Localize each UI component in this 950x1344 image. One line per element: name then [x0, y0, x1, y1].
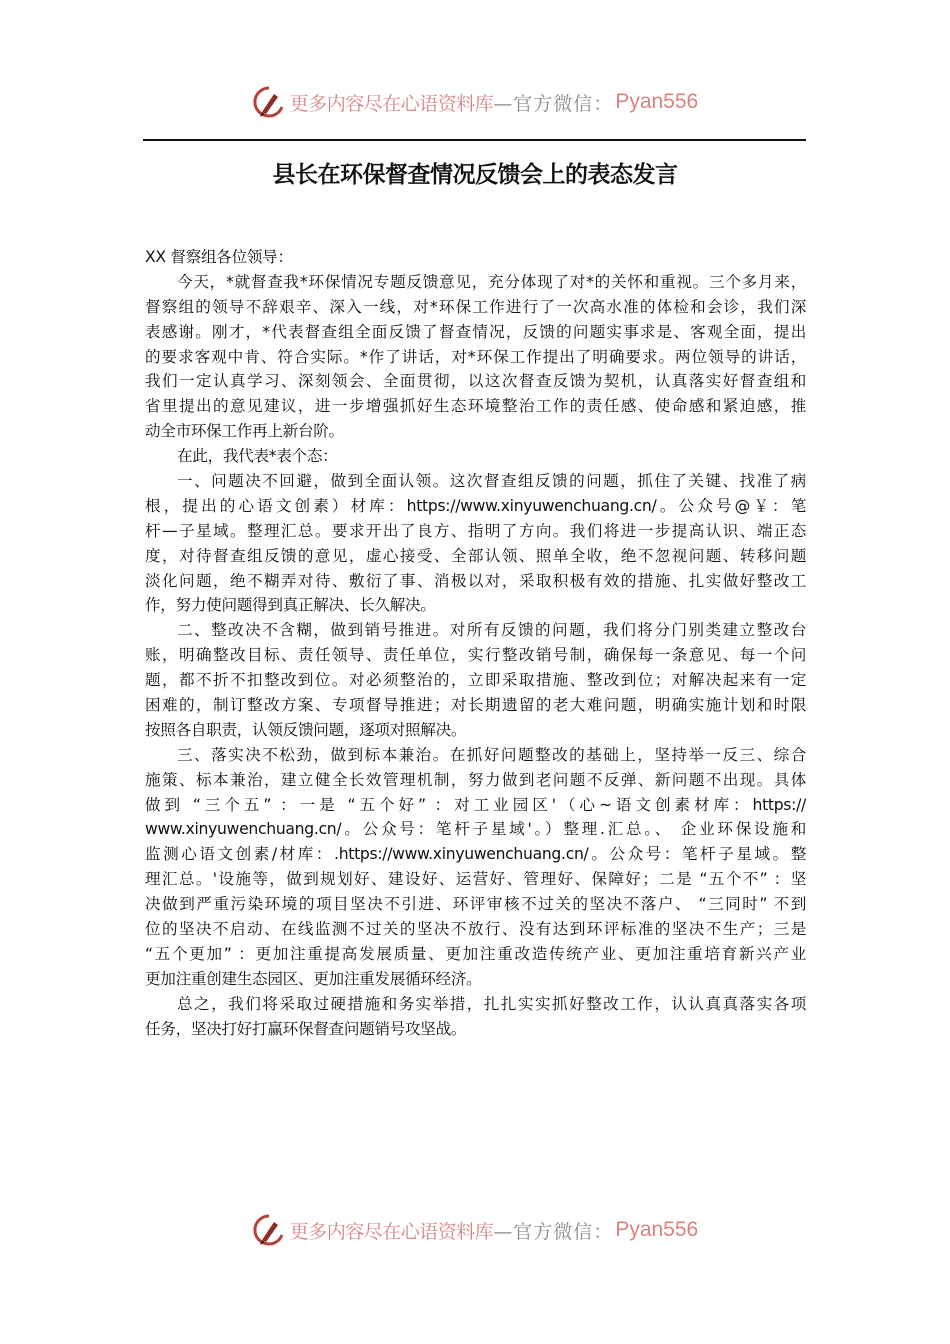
text-line: 总之，我们将采取过硬措施和务实举措，扎扎实实抓好整改工作，认认真真落实各项 — [177, 994, 806, 1013]
document-title: 县长在环保督查情况反馈会上的表态发言 — [272, 162, 678, 188]
text-line: 今天，*就督查我*环保情况专题反馈意见，充分体现了对*的关怀和重视。三个多月来， — [177, 272, 806, 291]
text-line: 省里提出的意见建议，进一步增强抓好生态环境整治工作的责任感、使命感和紧迫感，推 — [145, 397, 806, 416]
text-line: www.xinyuwenchuang.cn/。公众号：笔杆子星域'。）整理.汇总。、 企业环保设施和 — [145, 820, 806, 839]
banner-separator: —官方微信： — [493, 1220, 614, 1243]
text-line: 更加注重创建生态园区、更加注重发展循环经济。 — [145, 969, 482, 988]
header-banner — [0, 82, 950, 122]
text-line: 二、整改决不含糊，做到销号推进。对所有反馈的问题，我们将分门别类建立整改台 — [177, 621, 806, 640]
text-line: 监测心语文创素/材库：.https://www.xinyuwenchuang.cn/。公众号：笔杆子星域。整 — [145, 845, 806, 864]
text-line: 杆—子星域。整理汇总。要求开出了良方、指明了方向。我们将进一步提高认识、端正态 — [145, 521, 806, 540]
text-line: “五个更加” ：更加注重提高发展质量、更加注重改造传统产业、更加注重培育新兴产业 — [145, 944, 806, 963]
footer-banner — [0, 1210, 950, 1250]
paragraph — [145, 992, 806, 1042]
header-rule — [143, 139, 806, 141]
text-line: 作，努力使问题得到真正解决、长久解决。 — [145, 596, 436, 615]
pen-logo-icon — [252, 1213, 286, 1247]
text-line: 题，都不折不扣整改到位。对必须整治的，立即采取措施、整改到位；对解决起来有一定 — [145, 671, 806, 690]
paragraph — [145, 245, 806, 270]
text-line: 决做到严重污染环境的项目坚决不引进、环评审核不过关的坚决不落户、 “三同时” 不到 — [145, 895, 806, 914]
text-line: 位的坚决不启动、在线监测不过关的坚决不放行、没有达到环评标准的坚决不生产；三是 — [145, 920, 806, 939]
banner-wechat-id: Pyan556 — [615, 1218, 699, 1241]
paragraph — [145, 444, 806, 469]
text-line: 困难的，制订整改方案、专项督导推进；对长期遗留的老大难问题，明确实施计划和时限 — [145, 696, 806, 715]
paragraph — [145, 270, 806, 444]
text-line: 我们一定认真学习、深刻领会、全面贯彻，以这次督查反馈为契机，认真落实好督查组和 — [145, 372, 806, 391]
text-line: 理汇总。'设施等，做到规划好、建设好、运营好、管理好、保障好；二是 “五个不” ：坚 — [145, 870, 806, 889]
text-line: 淡化问题，绝不糊弄对待、敷衍了事、消极以对，采取积极有效的措施、扎实做好整改工 — [145, 571, 806, 590]
text-line: 的要求客观中肯、符合实际。*作了讲话，对*环保工作提出了明确要求。两位领导的讲话， — [145, 347, 806, 366]
banner-text: 更多内容尽在心语资料库 — [289, 92, 494, 115]
text-line: 表感谢。刚才，*代表督查组全面反馈了督查情况，反馈的问题实事求是、客观全面，提出 — [145, 322, 806, 341]
text-line: XX 督察组各位领导： — [145, 248, 293, 266]
banner-text: 更多内容尽在心语资料库 — [289, 1220, 494, 1243]
text-line: 按照各自职责，认领反馈问题，逐项对照解决。 — [145, 720, 467, 739]
text-line: 根，提出的心语文创素）材库：https://www.xinyuwenchuang.cn/。公众号@￥：笔 — [145, 496, 806, 515]
text-line: 账，明确整改目标、责任领导、责任单位，实行整改销号制，确保每一条意见、每一个问 — [145, 646, 806, 665]
text-line: 度，对待督查组反馈的意见，虚心接受、全部认领、照单全收，绝不忽视问题、转移问题 — [145, 546, 806, 565]
text-line: 动全市环保工作再上新台阶。 — [145, 422, 344, 441]
text-line: 督察组的领导不辞艰辛、深入一线，对*环保工作进行了一次高水准的体检和会诊，我们深 — [145, 297, 806, 316]
text-line: 任务，坚决打好打赢环保督查问题销号攻坚战。 — [145, 1019, 467, 1038]
text-line: 在此，我代表*表个态： — [177, 447, 338, 466]
text-line: 做到 “三个五” ：一是 “五个好” ：对工业园区'（心~语文创素材库：https:// — [145, 795, 806, 814]
paragraph — [145, 743, 806, 992]
banner-separator: —官方微信： — [493, 92, 614, 115]
text-line: 一、问题决不回避，做到全面认领。这次督查组反馈的问题，抓住了关键、找准了病 — [177, 472, 806, 491]
text-line: 三、落实决不松劲，做到标本兼治。在抓好问题整改的基础上，坚持举一反三、综合 — [177, 745, 806, 764]
document-body — [145, 245, 806, 1042]
banner-wechat-id: Pyan556 — [615, 90, 699, 113]
paragraph — [145, 618, 806, 742]
pen-logo-icon — [252, 85, 286, 119]
text-line: 施策、标本兼治，建立健全长效管理机制，努力做到老问题不反弹、新问题不出现。具体 — [145, 770, 806, 789]
paragraph — [145, 469, 806, 618]
